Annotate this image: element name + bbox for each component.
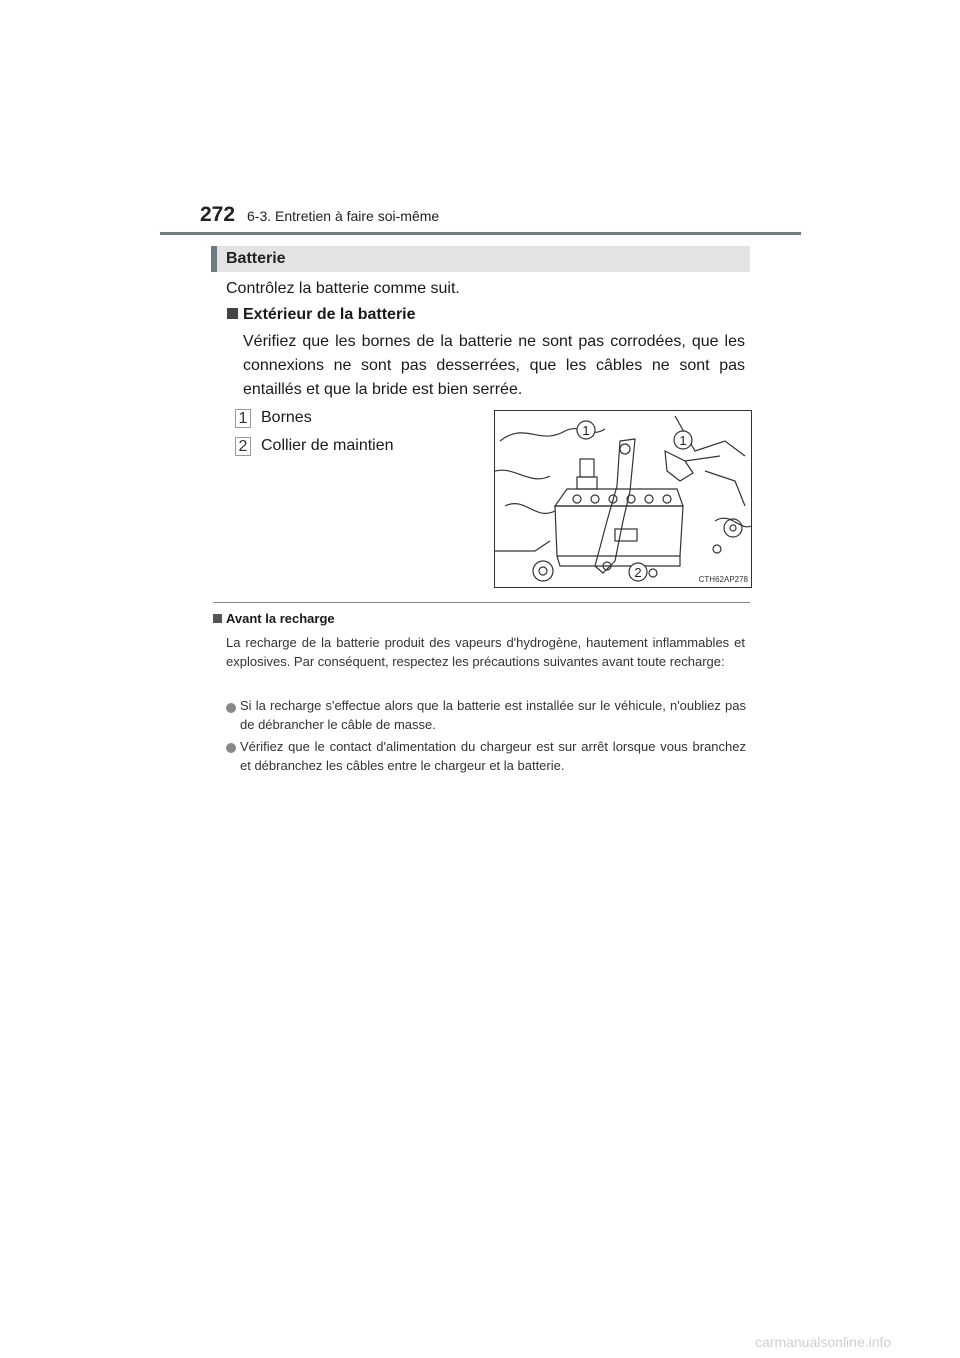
note-heading: Avant la recharge bbox=[226, 611, 335, 626]
battery-illustration bbox=[494, 410, 752, 588]
figure-code: CTH62AP278 bbox=[698, 575, 748, 584]
subsection-heading: Extérieur de la batterie bbox=[243, 306, 416, 323]
callout-number: 2 bbox=[235, 437, 251, 456]
note-bullet: Vérifiez que le contact d'alimentation du chargeur est sur arrêt lorsque vous branchez et débranchez les câbles entre le chargeur et la batterie. bbox=[240, 739, 746, 773]
square-bullet-icon bbox=[227, 308, 238, 319]
note-paragraph: La recharge de la batterie produit des vapeurs d'hydrogène, hautement inflammables et explosives. Par conséquent, respectez les précautions suivantes avant toute recharge: bbox=[226, 635, 745, 669]
footer-watermark[interactable]: carmanualsonline.info bbox=[755, 1334, 892, 1350]
header-divider bbox=[160, 232, 801, 235]
callout-label-terminals: Bornes bbox=[261, 409, 312, 426]
figure-marker-2: 2 bbox=[634, 565, 642, 580]
section-bar-title: Batterie bbox=[226, 250, 286, 267]
section-title: 6-3. Entretien à faire soi-même bbox=[247, 208, 440, 224]
callout-label-clamp: Collier de maintien bbox=[261, 437, 394, 454]
circle-bullet-icon bbox=[226, 743, 236, 753]
page-number: 272 bbox=[200, 203, 236, 226]
note-bullet: Si la recharge s'effectue alors que la batterie est installée sur le véhicule, n'oubliez pas de débrancher le câble de masse. bbox=[240, 698, 746, 732]
figure-marker-1b: 1 bbox=[679, 433, 687, 448]
intro-text: Contrôlez la batterie comme suit. bbox=[226, 280, 460, 297]
battery-drawing bbox=[495, 411, 751, 587]
square-bullet-icon bbox=[213, 614, 222, 623]
note-divider bbox=[213, 602, 750, 603]
circle-bullet-icon bbox=[226, 703, 236, 713]
callout-number: 1 bbox=[235, 409, 251, 428]
figure-marker-1a: 1 bbox=[582, 423, 590, 438]
section-bar bbox=[217, 246, 750, 272]
subsection-paragraph: Vérifiez que les bornes de la batterie ne sont pas corrodées, que les connexions ne sont pas desserrées, que les câbles ne sont pas entaillés et que la bride est bien serrée. bbox=[243, 333, 745, 398]
